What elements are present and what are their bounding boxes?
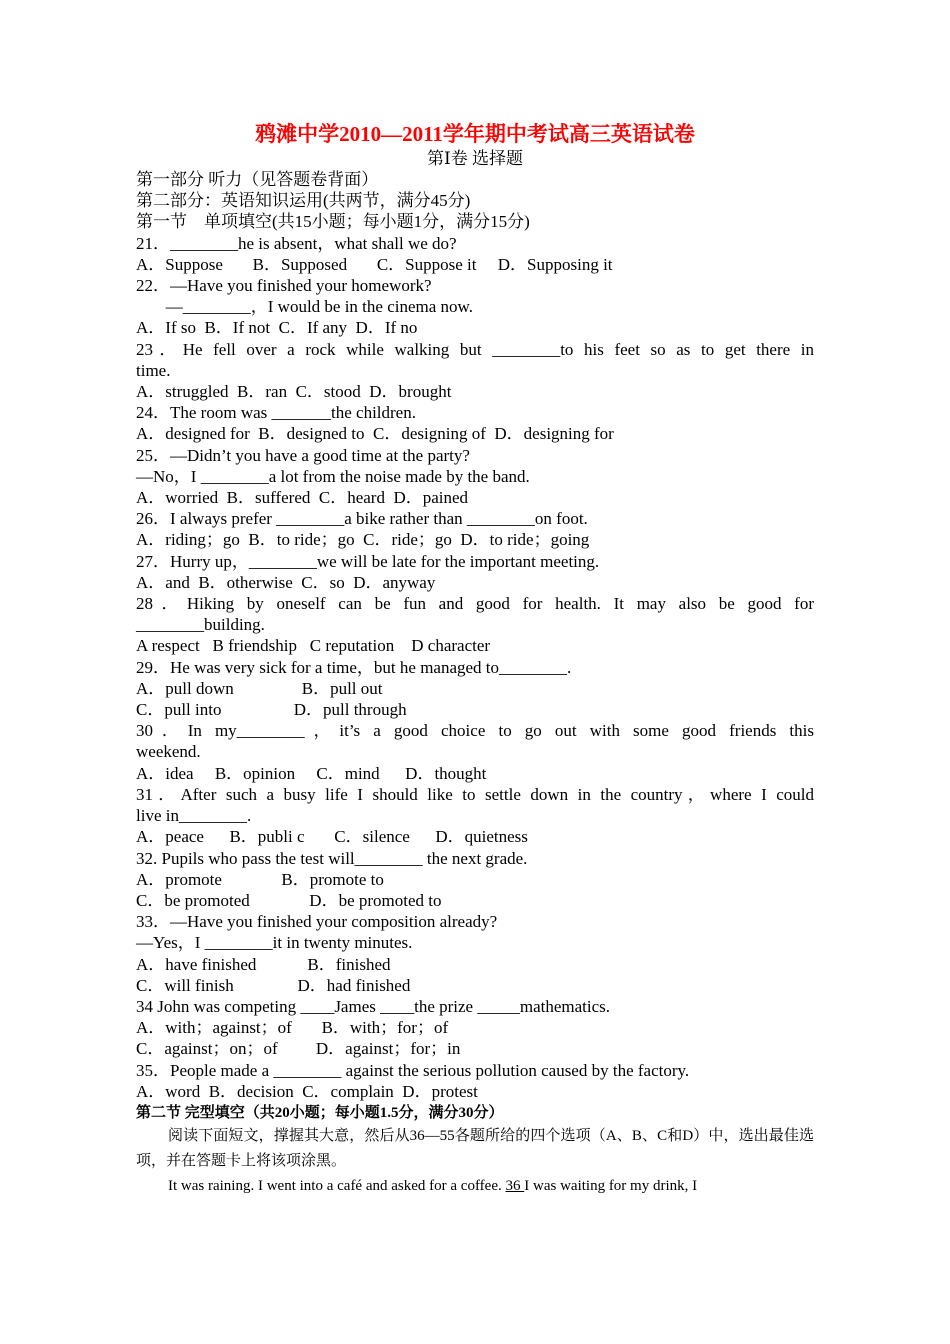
question-line: —________，I would be in the cinema now. — [136, 297, 473, 317]
options-line: C．pull into D．pull through — [136, 700, 407, 720]
question-line: 29．He was very sick for a time，but he managed to________. — [136, 657, 572, 677]
question-line: 32. Pupils who pass the test will________ the next grade. — [136, 848, 528, 868]
exam-page — [136, 120, 814, 1199]
question-line: —Yes，I ________it in twenty minutes. — [136, 933, 413, 953]
passage-paragraph — [136, 1174, 814, 1199]
question-line: 33．—Have you finished your composition already? — [136, 912, 498, 932]
options-line: A．with；against；of B．with；for；of — [136, 1018, 449, 1038]
part2-heading: 第二部分：英语知识运用(共两节，满分45分) — [136, 191, 471, 211]
options-line: A．pull down B．pull out — [136, 678, 383, 698]
question-line: 27．Hurry up，________we will be late for the important meeting. — [136, 551, 600, 571]
question-line: 30．In my________，it’s a good choice to go out with some good friends this — [136, 721, 814, 741]
question-line: 24．The room was _______the children. — [136, 403, 416, 423]
options-line: A．struggled B．ran C．stood D．brought — [136, 382, 452, 402]
options-line: A．word B．decision C．complain D．protest — [136, 1081, 478, 1101]
question-line: 34 John was competing ____James ____the prize _____mathematics. — [136, 996, 611, 1016]
section2-heading: 第二节 完型填空（共20小题；每小题1.5分，满分30分） — [136, 1104, 504, 1121]
options-line: A．idea B．opinion C．mind D．thought — [136, 763, 487, 783]
passage-start: It was raining. I went into a café and asked for a coffee. — [168, 1177, 502, 1194]
question-line: 22．—Have you finished your homework? — [136, 276, 432, 296]
options-line: C．against；on；of D．against；for；in — [136, 1039, 461, 1059]
options-line: A．worried B．suffered C．heard D．pained — [136, 488, 469, 508]
options-line: A．Suppose B．Supposed C．Suppose it D．Supposing it — [136, 254, 613, 274]
exam-title: 鸦滩中学2010—2011学年期中考试高三英语试卷 — [255, 122, 695, 146]
question-line: live in________. — [136, 806, 252, 826]
question-line: 25．—Didn’t you have a good time at the party? — [136, 445, 470, 465]
question-line: 31．After such a busy life I should like to settle down in the country，where I could — [136, 784, 814, 804]
options-line: A．have finished B．finished — [136, 954, 391, 974]
question-line: 26．I always prefer ________a bike rather than ________on foot. — [136, 509, 588, 529]
question-line: 28．Hiking by oneself can be fun and good for health. It may also be good for — [136, 594, 814, 614]
options-line: C．will finish D．had finished — [136, 975, 411, 995]
options-line: A．designed for B．designed to C．designing of D．designing for — [136, 424, 614, 444]
questions-block — [136, 233, 814, 1102]
options-line: C．be promoted D．be promoted to — [136, 890, 442, 910]
part1-heading: 第一部分 听力（见答题卷背面） — [136, 170, 379, 189]
section1-heading: 第一节 单项填空(共15小题；每小题1分，满分15分) — [136, 212, 530, 232]
options-line: A respect B friendship C reputation D character — [136, 636, 491, 656]
question-line: —No，I ________a lot from the noise made by the band. — [136, 466, 530, 486]
question-line: weekend. — [136, 742, 201, 762]
question-line: 35．People made a ________ against the serious pollution caused by the factory. — [136, 1060, 690, 1080]
options-line: A．riding；go B．to ride；go C．ride；go D．to ride；going — [136, 530, 590, 550]
question-line: 21．________he is absent，what shall we do? — [136, 233, 457, 253]
blank-36: 36 — [505, 1177, 525, 1194]
options-line: A．If so B．If not C．If any D．If no — [136, 318, 418, 338]
passage-continue: I was waiting for my drink, I — [524, 1177, 698, 1194]
exam-subtitle: 第Ⅰ卷 选择题 — [427, 149, 523, 168]
question-line: time. — [136, 360, 171, 380]
options-line: A．and B．otherwise C．so D．anyway — [136, 572, 436, 592]
options-line: A．peace B．publi c C．silence D．quietness — [136, 827, 528, 847]
question-line: 23．He fell over a rock while walking but ________to his feet so as to get there in — [136, 339, 814, 359]
question-line: ________building. — [136, 615, 265, 635]
options-line: A．promote B．promote to — [136, 869, 384, 889]
instruction-paragraph: 阅读下面短文，撑握其大意，然后从36—55各题所给的四个选项（A、B、C和D）中，选出最佳选项，并在答题卡上将该项涂黑。 — [136, 1127, 814, 1169]
